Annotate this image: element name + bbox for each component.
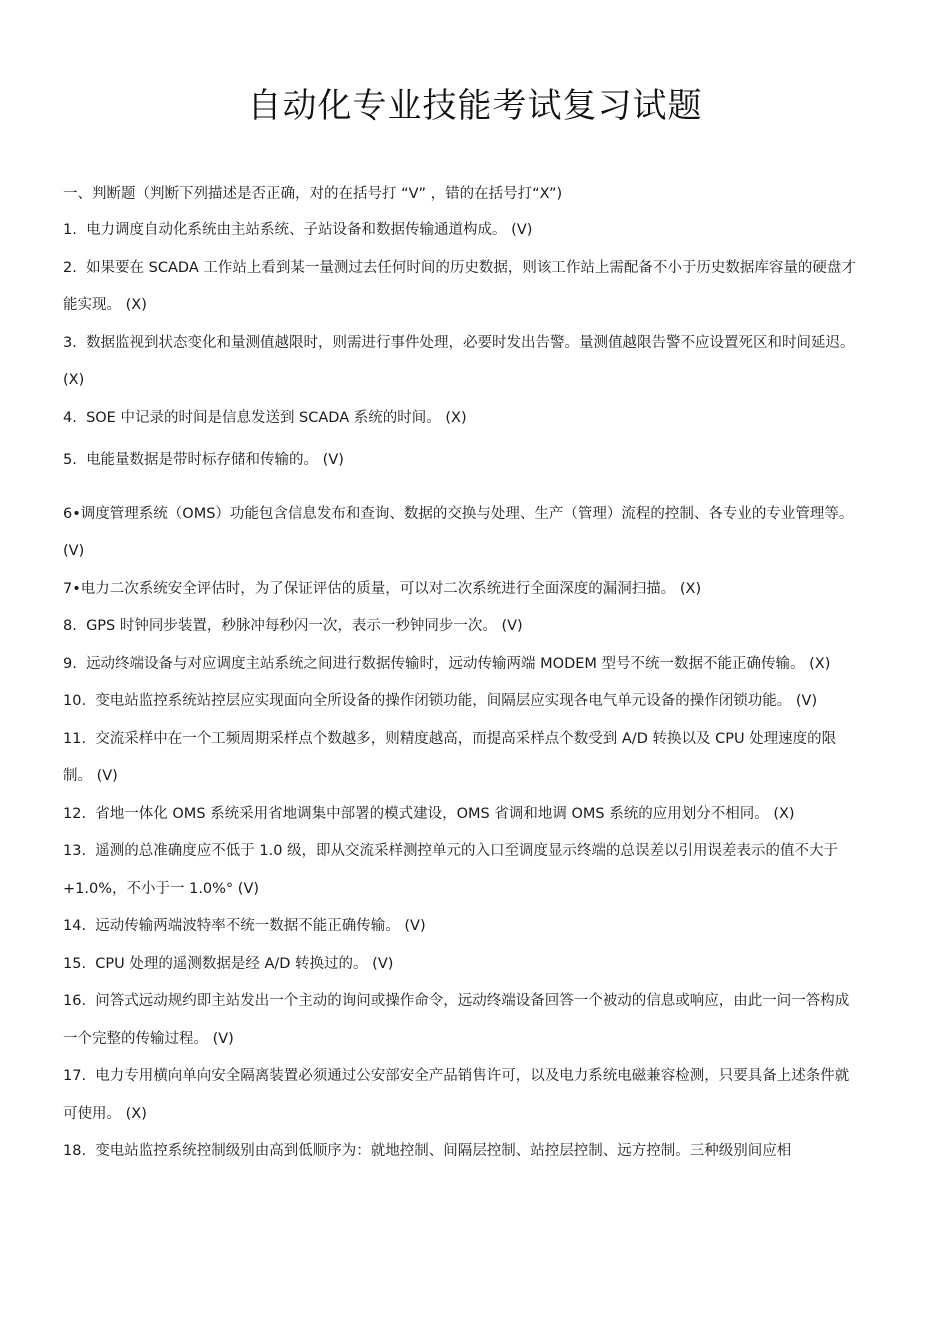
question-number: 11. (63, 730, 87, 747)
question-14 (63, 908, 863, 946)
question-text: 变电站监控系统站控层应实现面向全所设备的操作闭锁功能，间隔层应实现各电气单元设备的操作闭锁功能。 (V) (95, 693, 818, 709)
question-9 (63, 646, 863, 684)
question-5 (63, 442, 863, 480)
question-number: 16. (63, 993, 87, 1009)
question-number: 18. (63, 1143, 87, 1159)
question-8 (63, 608, 863, 646)
question-12 (63, 796, 863, 834)
question-text: 远动传输两端波特率不统一数据不能正确传输。 (V) (95, 918, 426, 934)
question-text: 遥测的总准确度应不低于 1.0 级，即从交流采样测控单元的入口至调度显示终端的总误差以引用误差表示的值不大于+1.0%，不小于一 1.0%° (V) (63, 843, 839, 897)
question-text: 电能量数据是带时标存储和传输的。 (V) (86, 452, 344, 468)
section-heading: 一、判断题（判断下列描述是否正确，对的在括号打 “V” ，错的在括号打“X”) (63, 186, 563, 202)
question-number: 10. (63, 693, 87, 709)
question-text: 问答式远动规约即主站发出一个主动的询问或操作命令，远动终端设备回答一个被动的信息或响应，由此一问一答构成一个完整的传输过程。 (V) (63, 993, 850, 1047)
question-17 (63, 1058, 863, 1133)
question-text: 变电站监控系统控制级别由高到低顺序为：就地控制、间隔层控制、站控层控制、远方控制。三种级别间应相 (95, 1143, 792, 1159)
question-11 (63, 721, 863, 796)
question-text: 数据监视到状态变化和量测值越限时，则需进行事件处理，必要时发出告警。量测值越限告警不应设置死区和时间延迟。 (X) (63, 334, 855, 388)
question-number: 13. (63, 843, 87, 859)
question-text: 交流采样中在一个工频周期采样点个数越多，则精度越高，而提高采样点个数受到 A/D 转换以及 CPU 处理速度的限制。 (V) (63, 730, 837, 784)
question-text: CPU 处理的遥测数据是经 A/D 转换过的。 (V) (95, 955, 394, 972)
question-10 (63, 683, 863, 721)
question-13 (63, 833, 863, 908)
question-7 (63, 571, 863, 609)
question-4 (63, 400, 863, 438)
question-text: 远动终端设备与对应调度主站系统之间进行数据传输时，远动传输两端 MODEM 型号不统一数据不能正确传输。 (X) (86, 655, 831, 672)
question-number: 7• (63, 580, 81, 597)
question-number: 4. (63, 409, 77, 426)
question-number: 1. (63, 222, 77, 238)
question-18 (63, 1133, 863, 1171)
question-2 (63, 250, 863, 325)
question-text: SOE 中记录的时间是信息发送到 SCADA 系统的时间。 (X) (86, 409, 467, 426)
question-list (63, 212, 863, 1171)
question-text: 电力专用横向单向安全隔离装置必须通过公安部安全产品销售许可，以及电力系统电磁兼容检测，只要具备上述条件就可使用。 (X) (63, 1068, 850, 1122)
question-number: 17. (63, 1068, 87, 1084)
question-6 (63, 496, 863, 571)
question-16 (63, 983, 863, 1058)
question-15 (63, 946, 863, 984)
question-text: 电力二次系统安全评估时，为了保证评估的质量，可以对二次系统进行全面深度的漏洞扫描。 (X) (80, 580, 702, 597)
question-number: 12. (63, 805, 87, 822)
question-number: 9. (63, 655, 77, 672)
question-number: 14. (63, 918, 87, 934)
question-number: 6• (63, 505, 81, 522)
question-text: 电力调度自动化系统由主站系统、子站设备和数据传输通道构成。 (V) (86, 222, 533, 238)
question-text: 省地一体化 OMS 系统采用省地调集中部署的模式建设，OMS 省调和地调 OMS 系统的应用划分不相同。 (X) (95, 805, 795, 822)
question-text: 调度管理系统（OMS）功能包含信息发布和查询、数据的交换与处理、生产（管理）流程的控制、各专业的专业管理等。 (V) (63, 505, 854, 559)
question-number: 5. (63, 452, 77, 468)
question-text: 如果要在 SCADA 工作站上看到某一量测过去任何时间的历史数据，则该工作站上需配备不小于历史数据库容量的硬盘才能实现。 (X) (63, 259, 856, 313)
question-1 (63, 212, 863, 250)
question-3 (63, 325, 863, 400)
question-number: 2. (63, 259, 77, 276)
question-number: 15. (63, 955, 87, 972)
page-title: 自动化专业技能考试复习试题 (247, 86, 703, 126)
question-number: 3. (63, 334, 77, 351)
question-text: GPS 时钟同步装置，秒脉冲每秒闪一次，表示一秒钟同步一次。 (V) (86, 618, 523, 634)
question-number: 8. (63, 618, 77, 634)
